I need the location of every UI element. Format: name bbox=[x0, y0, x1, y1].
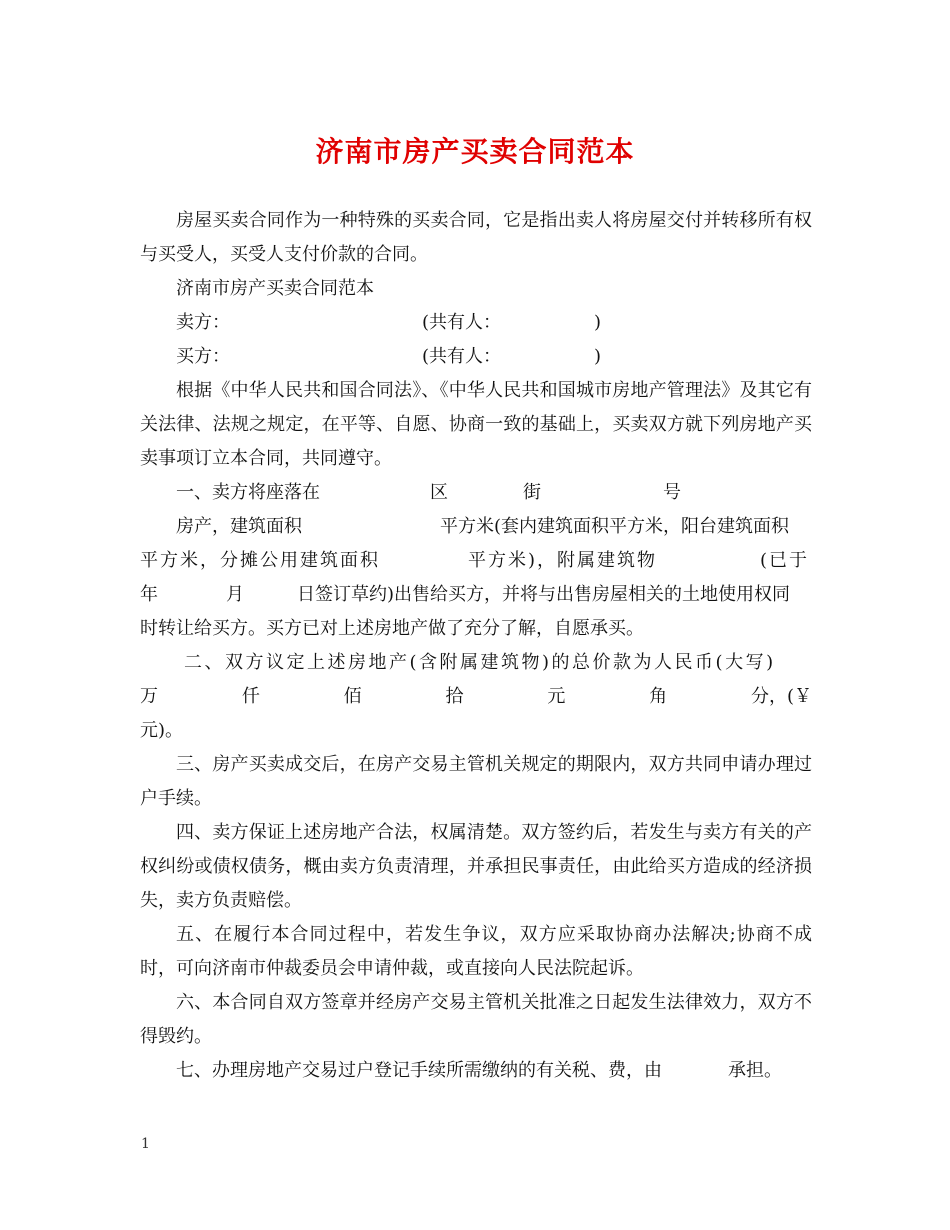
section-1-district: 区 bbox=[430, 482, 448, 503]
section-7-bear: 承担。 bbox=[728, 1060, 782, 1081]
section-2-line-1 bbox=[140, 646, 812, 680]
intro-paragraph: 房屋买卖合同作为一种特殊的买卖合同，它是指出卖人将房屋交付并转移所有权与买受人，买受人支付价款的合同。 bbox=[140, 210, 812, 265]
section-7-line bbox=[140, 1054, 812, 1088]
section-1-attached: 平方米)，附属建筑物 bbox=[468, 550, 658, 571]
section-1-street: 街 bbox=[523, 482, 541, 503]
section-1-day-text: 日签订草约)出售给买方，并将与出售房屋相关的土地使用权同 bbox=[297, 584, 791, 605]
buyer-line bbox=[140, 340, 812, 374]
unit-shi: 拾 bbox=[445, 686, 464, 707]
section-1-line-4 bbox=[140, 578, 812, 612]
section-1-area-label: 房产，建筑面积 bbox=[176, 516, 302, 537]
section-1-start: 一、卖方将座落在 bbox=[176, 482, 320, 503]
unit-yuan: 元 bbox=[547, 686, 566, 707]
unit-qian: 仟 bbox=[241, 686, 260, 707]
section-2-line-3 bbox=[140, 714, 812, 748]
section-2-price: 二、双方议定上述房地产(含附属建筑物)的总价款为人民币(大写) bbox=[184, 652, 776, 673]
section-1-year: 年 bbox=[140, 584, 158, 605]
section-1-number: 号 bbox=[663, 482, 681, 503]
section-1-line-1 bbox=[140, 476, 812, 510]
section-3-paragraph: 三、房产买卖成交后，在房产交易主管机关规定的期限内，双方共同申请办理过户手续。 bbox=[140, 754, 812, 809]
basis-paragraph: 根据《中华人民共和国合同法》、《中华人民共和国城市房地产管理法》及其它有关法律、法规之规定，在平等、自愿、协商一致的基础上，买卖双方就下列房地产买卖事项订立本合同，共同遵守。 bbox=[140, 380, 812, 469]
unit-bai: 佰 bbox=[343, 686, 362, 707]
seller-line bbox=[140, 306, 812, 340]
document-body bbox=[140, 204, 812, 1088]
buyer-co-owner-label: (共有人： bbox=[422, 346, 502, 367]
section-1-area-detail: 平方米(套内建筑面积平方米，阳台建筑面积 bbox=[440, 516, 790, 537]
section-4-paragraph: 四、卖方保证上述房地产合法，权属清楚。双方签约后，若发生与卖方有关的产权纠纷或债权债务，概由卖方负责清理，并承担民事责任，由此给买方造成的经济损失，卖方负责赔偿。 bbox=[140, 822, 812, 911]
section-5-paragraph: 五、在履行本合同过程中，若发生争议，双方应采取协商办法解决;协商不成时，可向济南市仲裁委员会申请仲裁，或直接向人民法院起诉。 bbox=[140, 924, 812, 979]
section-2-yuan-close: 元)。 bbox=[140, 720, 184, 741]
section-6-paragraph: 六、本合同自双方签章并经房产交易主管机关批准之日起发生法律效力，双方不得毁约。 bbox=[140, 992, 812, 1047]
document-title: 济南市房产买卖合同范本 bbox=[315, 135, 635, 168]
seller-close-paren: ) bbox=[594, 312, 602, 333]
section-1-month: 月 bbox=[226, 584, 244, 605]
buyer-close-paren: ) bbox=[594, 346, 602, 367]
page-number: 1 bbox=[141, 1136, 150, 1152]
section-1-line-5 bbox=[140, 612, 812, 646]
section-1-line-2 bbox=[140, 510, 812, 544]
section-7-text: 七、办理房地产交易过户登记手续所需缴纳的有关税、费，由 bbox=[176, 1060, 662, 1081]
subtitle-line: 济南市房产买卖合同范本 bbox=[176, 278, 374, 299]
buyer-label: 买方： bbox=[176, 346, 230, 367]
seller-label: 卖方： bbox=[176, 312, 230, 333]
section-1-line-3 bbox=[140, 544, 812, 578]
unit-fen: 分，(￥ bbox=[750, 686, 812, 707]
section-2-units bbox=[140, 680, 812, 714]
unit-wan: 万 bbox=[140, 686, 158, 707]
section-1-shared-area: 平方米，分摊公用建筑面积 bbox=[140, 550, 380, 571]
section-1-transfer: 时转让给买方。买方已对上述房地产做了充分了解，自愿承买。 bbox=[140, 618, 644, 639]
seller-co-owner-label: (共有人： bbox=[422, 312, 502, 333]
section-1-already: (已于 bbox=[760, 550, 810, 571]
unit-jiao: 角 bbox=[649, 686, 668, 707]
